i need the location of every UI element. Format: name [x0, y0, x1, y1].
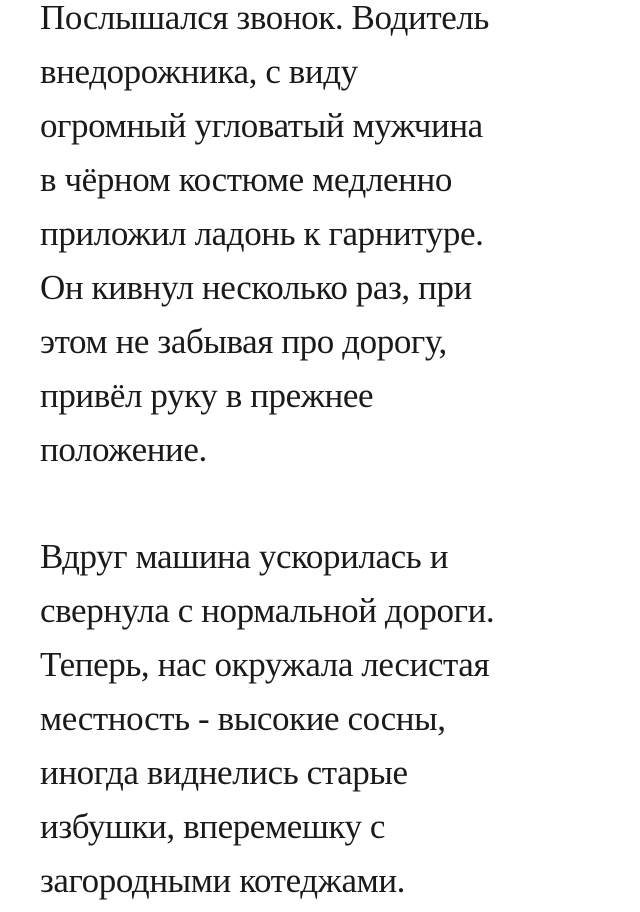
- paragraph-line: этом не забывая про дорогу,: [40, 322, 447, 361]
- paragraph-line: приложил ладонь к гарнитуре.: [40, 214, 484, 253]
- paragraph-line: огромный угловатый мужчина: [40, 106, 483, 145]
- paragraph-2: [40, 530, 630, 908]
- paragraph-line: избушки, вперемешку с: [40, 807, 386, 846]
- paragraph-1: [40, 0, 630, 477]
- paragraph-line: положение.: [40, 430, 207, 469]
- paragraph-line: Он кивнул несколько раз, при: [40, 268, 472, 307]
- paragraph-line: Послышался звонок. Водитель: [40, 0, 489, 37]
- paragraph-line: Вдруг машина ускорилась и: [40, 537, 449, 576]
- paragraph-line: Теперь, нас окружала лесистая: [40, 645, 490, 684]
- paragraph-line: внедорожника, с виду: [40, 52, 358, 91]
- paragraph-line: привёл руку в прежнее: [40, 376, 374, 415]
- paragraph-line: в чёрном костюме медленно: [40, 160, 452, 199]
- paragraph-line: загородными котеджами.: [40, 861, 406, 900]
- paragraph-line: свернула с нормальной дороги.: [40, 591, 495, 630]
- paragraph-line: местность - высокие сосны,: [40, 699, 446, 738]
- paragraph-line: иногда виднелись старые: [40, 753, 408, 792]
